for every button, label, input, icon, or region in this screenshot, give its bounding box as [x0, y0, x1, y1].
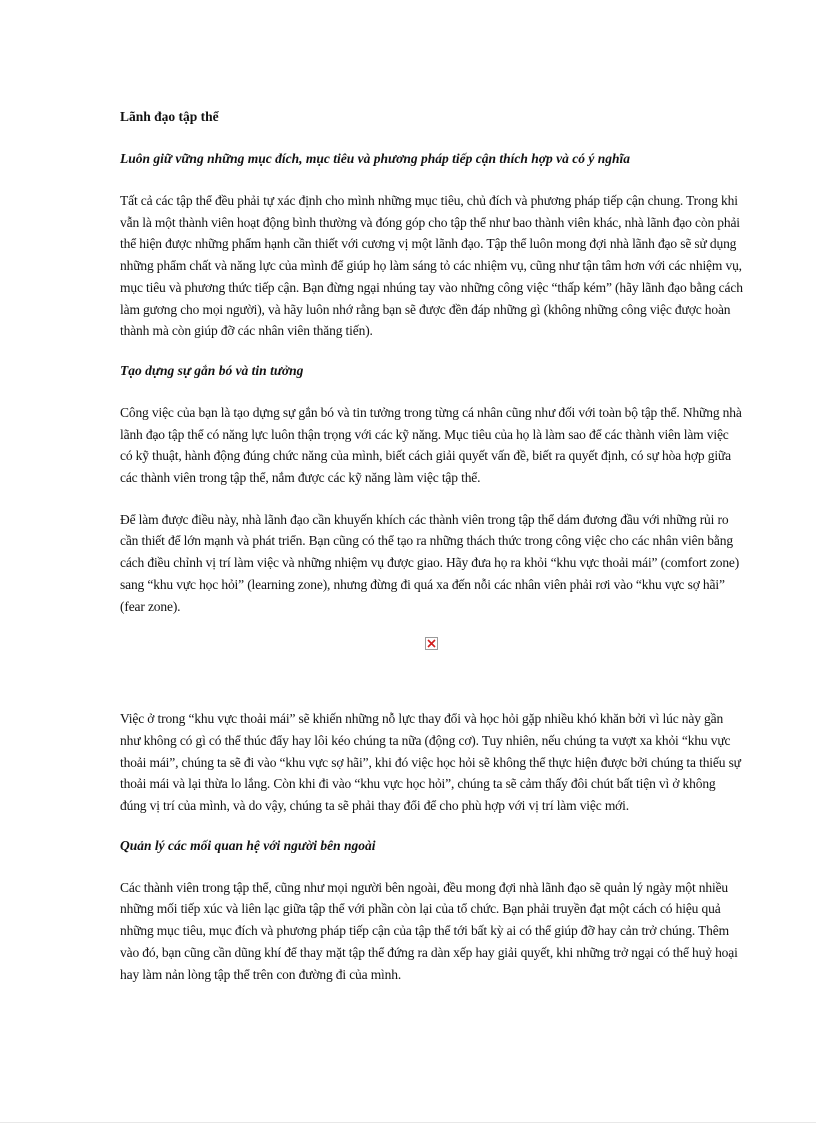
paragraph: Để làm được điều này, nhà lãnh đạo cần khuyến khích các thành viên trong tập thể dám đương đầu với những rủi ro cần thiết để lớn mạnh và phát triển. Bạn cũng có thể tạo ra những thách thức trong công việc cho các nhân viên bằng cách điều chỉnh vị trí làm việc và những nhiệm vụ được giao. Hãy đưa họ ra khỏi “khu vực thoải mái” (comfort zone) sang “khu vực học hỏi” (learning zone), nhưng đừng đi quá xa đến nỗi các nhân viên phải rơi vào “khu vực sợ hãi” (fear zone). [120, 511, 740, 614]
paragraph: Công việc của bạn là tạo dựng sự gắn bó và tin tưởng trong từng cá nhân cũng như đối với toàn bộ tập thể. Những nhà lãnh đạo tập thể có năng lực luôn thận trọng với các kỹ năng. Mục tiêu của họ là làm sao để các thành viên làm việc có kỹ thuật, hành động đúng chức năng của mình, biết cách giải quyết vấn đề, biết ra quyết định, có sự hòa hợp giữa các thành viên trong tập thể, nắm được các kỹ năng làm việc tập thể. [120, 404, 742, 486]
paragraph: Việc ở trong “khu vực thoải mái” sẽ khiến những nỗ lực thay đổi và học hỏi gặp nhiều khó khăn bởi vì lúc này gần như không có gì có thể thúc đẩy hay lôi kéo chúng ta nữa (động cơ). Tuy nhiên, nếu chúng ta vượt xa khỏi “khu vực thoải mái”, chúng ta sẽ đi vào “khu vực sợ hãi”, khi đó việc học hỏi sẽ không thể thực hiện được bởi chúng ta thiếu sự thoải mái và lại thừa lo lắng. Còn khi đi vào “khu vực học hỏi”, chúng ta sẽ cảm thấy đôi chút bất tiện vì ở không đúng vị trí của mình, và do vậy, chúng ta sẽ phải thay đổi để cho phù hợp với vị trí làm việc mới. [120, 711, 741, 814]
section-heading: Tạo dựng sự gắn bó và tin tưởng [120, 362, 304, 378]
document-page [120, 108, 744, 1005]
document-title: Lãnh đạo tập thể [120, 109, 219, 124]
paragraph: Tất cả các tập thể đều phải tự xác định cho mình những mục tiêu, chủ đích và phương pháp tiếp cận chung. Trong khi vẫn là một thành viên hoạt động bình thường và đóng góp cho tập thể như bao thành viên khác, nhà lãnh đạo còn phải thể hiện được những phẩm hạnh cần thiết với cương vị một lãnh đạo. Tập thể luôn mong đợi nhà lãnh đạo sẽ sử dụng những phẩm chất và năng lực của mình để giúp họ làm sáng tỏ các nhiệm vụ, cũng như tận tâm hơn với các nhiệm vụ, mục tiêu và phương thức tiếp cận. Bạn đừng ngại nhúng tay vào những công việc “thấp kém” (hãy lãnh đạo bằng cách làm gương cho mọi người), và hãy luôn nhớ rằng bạn sẽ được đền đáp những gì (không những công việc được hoàn thành mà còn giúp đỡ các nhân viên thăng tiến). [120, 193, 743, 339]
broken-image-icon [425, 637, 438, 650]
image-area [120, 650, 744, 708]
section-heading: Quản lý các mối quan hệ với người bên ngoài [120, 837, 376, 853]
section-heading: Luôn giữ vững những mục đích, mục tiêu và phương pháp tiếp cận thích hợp và có ý nghĩa [120, 151, 631, 166]
paragraph: Các thành viên trong tập thể, cũng như mọi người bên ngoài, đều mong đợi nhà lãnh đạo sẽ quản lý ngày một nhiều những mối tiếp xúc và liên lạc giữa tập thể với phần còn lại của tổ chức. Bạn phải truyền đạt một cách có hiệu quả những mục tiêu, mục đích và phương pháp tiếp cận của tập thể tới bất kỳ ai có thể giúp đỡ hay cản trở chúng. Thêm vào đó, bạn cũng cần dũng khí để thay mặt tập thể đứng ra dàn xếp hay giải quyết, khi những trở ngại có thể huỷ hoại hay làm nản lòng tập thể trên con đường đi của mình. [120, 879, 738, 982]
